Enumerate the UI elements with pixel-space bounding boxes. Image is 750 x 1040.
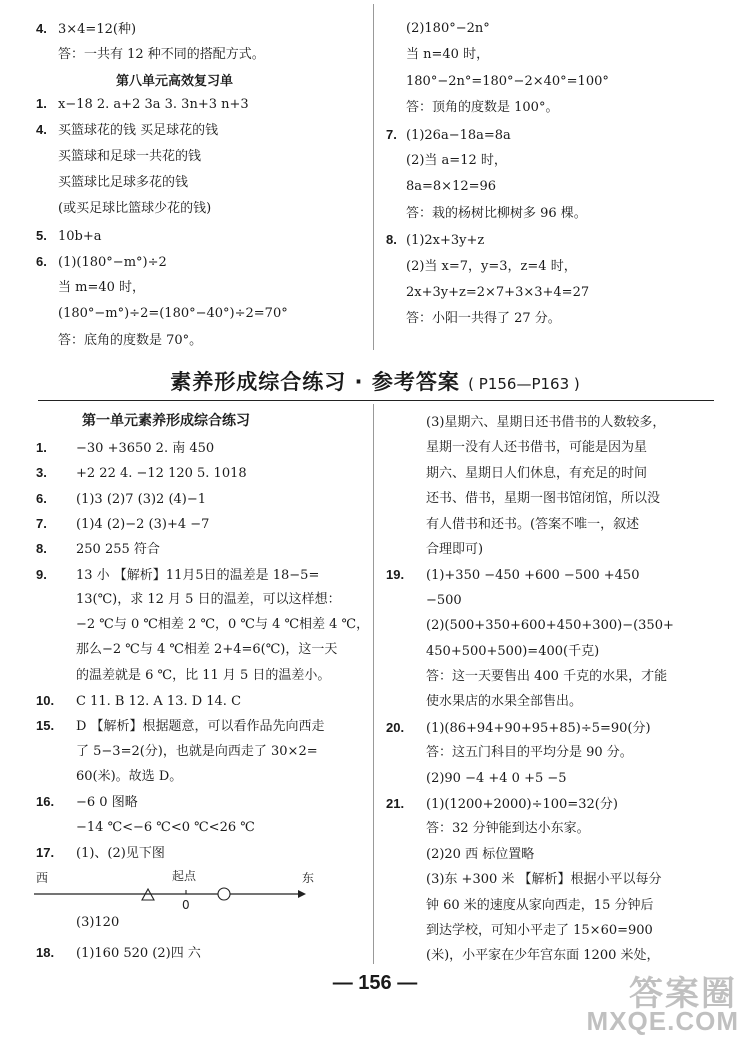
answer-line bbox=[36, 914, 119, 932]
main-title bbox=[0, 366, 750, 396]
answer-line bbox=[36, 692, 241, 711]
answer-text: 3×4=12(种) bbox=[58, 22, 137, 37]
main-title-range: ( P156—P163 ) bbox=[468, 375, 580, 393]
answer-text: 8a=8×12=96 bbox=[406, 179, 497, 195]
column-divider-top bbox=[373, 4, 374, 350]
answer-line bbox=[386, 46, 489, 64]
watermark-line1: 答案圈 bbox=[629, 975, 737, 1013]
answer-text: (米)，小平家在少年宫东面 1200 米处， bbox=[426, 948, 660, 964]
answer-line bbox=[36, 793, 138, 812]
answer-text: (3)120 bbox=[76, 915, 120, 930]
answer-line bbox=[36, 515, 209, 534]
answer-text: 60(米)。故选 D。 bbox=[76, 768, 183, 784]
answer-line bbox=[386, 668, 667, 686]
watermark-logo bbox=[555, 960, 745, 1038]
answer-text: 答：32 分钟能到达小东家。 bbox=[426, 821, 590, 837]
answer-text: 了 5−3=2(分)，也就是向西走了 30×2= bbox=[76, 743, 318, 759]
answer-line bbox=[36, 667, 330, 685]
question-number: 6. bbox=[36, 490, 47, 506]
answer-line bbox=[386, 516, 639, 534]
answer-text: (2)当 x=7，y=3，z=4 时， bbox=[406, 258, 577, 274]
answer-line bbox=[36, 174, 188, 192]
answer-text: 答：一共有 12 种不同的搭配方式。 bbox=[58, 47, 265, 62]
answer-line bbox=[386, 152, 507, 170]
answer-line bbox=[36, 332, 202, 350]
answer-text: (1)(180°−m°)÷2 bbox=[58, 254, 167, 270]
answer-line bbox=[36, 717, 325, 736]
answer-line bbox=[386, 897, 653, 915]
answer-line bbox=[386, 566, 639, 585]
answer-line bbox=[36, 305, 288, 323]
answer-line bbox=[36, 566, 319, 585]
answer-text: 到达学校，可知小平走了 15×60=900 bbox=[426, 923, 653, 938]
answer-text: (3)东 +300 米 【解析】根据小平以每分 bbox=[426, 872, 662, 888]
answer-text: 13 小 【解析】11月5日的温差是 18−5= bbox=[76, 567, 320, 583]
question-number: 1. bbox=[36, 96, 47, 111]
answer-text: 买篮球花的钱 买足球花的钱 bbox=[58, 123, 219, 139]
question-number: 4. bbox=[36, 122, 47, 138]
question-number: 10. bbox=[36, 693, 55, 708]
answer-text: 450+500+500)=400(千克) bbox=[426, 643, 600, 659]
answer-line bbox=[386, 205, 587, 223]
answer-line bbox=[36, 844, 165, 863]
question-number: 15. bbox=[36, 718, 55, 734]
number-line-figure bbox=[30, 868, 330, 912]
answer-text: (2)(500+350+600+450+300)−(350+ bbox=[426, 618, 674, 634]
answer-line bbox=[386, 20, 490, 38]
answer-text: x−18 2. a+2 3a 3. 3n+3 n+3 bbox=[58, 97, 249, 112]
answer-line bbox=[386, 871, 662, 889]
question-number: 8. bbox=[386, 232, 397, 248]
answer-text: 13(℃)，求 12 月 5 日的温差，可以这样想： bbox=[76, 591, 341, 607]
number-line-arrow-icon bbox=[298, 890, 306, 898]
question-number: 3. bbox=[36, 465, 47, 481]
answer-line bbox=[386, 73, 609, 91]
answer-line bbox=[36, 464, 247, 483]
answer-text: (1)4 (2)−2 (3)+4 −7 bbox=[76, 516, 210, 532]
answer-text: +2 22 4. −12 120 5. 1018 bbox=[76, 466, 247, 482]
answer-text: −14 ℃<−6 ℃<0 ℃<26 ℃ bbox=[76, 819, 255, 835]
answer-line bbox=[386, 643, 599, 661]
question-number: 8. bbox=[36, 541, 47, 557]
answer-line bbox=[386, 231, 484, 250]
answer-text: 合理即可) bbox=[426, 542, 484, 557]
answer-text: (180°−m°)÷2=(180°−40°)÷2=70° bbox=[58, 306, 288, 322]
answer-text: 还书、借书，星期一图书馆闭馆，所以没 bbox=[426, 491, 661, 507]
main-title-text: 素养形成综合练习 · 参考答案 bbox=[170, 370, 460, 394]
answer-text: 有人借书和还书。(答案不唯一，叙述 bbox=[426, 516, 640, 532]
answer-text: 当 m=40 时， bbox=[58, 280, 146, 296]
answer-line bbox=[386, 770, 567, 788]
number-line-zero: 0 bbox=[182, 898, 190, 912]
watermark-line2: MXQE.COM bbox=[586, 1006, 739, 1036]
unit8-title: 第八单元高效复习单 bbox=[116, 74, 234, 89]
question-number: 19. bbox=[386, 567, 405, 583]
answer-line bbox=[36, 591, 341, 609]
answer-text: (2)180°−2n° bbox=[406, 21, 490, 36]
answer-text: 250 255 符合 bbox=[76, 542, 160, 558]
answer-text: 期六、星期日人们休息，有充足的时间 bbox=[426, 465, 648, 481]
answer-text: 星期一没有人还书借书，可能是因为星 bbox=[426, 440, 648, 456]
answer-line bbox=[36, 200, 211, 218]
answer-line bbox=[386, 465, 647, 483]
answer-line bbox=[386, 126, 511, 145]
answer-text: 钟 60 米的速度从家向西走，15 分钟后 bbox=[426, 897, 654, 913]
answer-text: 答：这一天要售出 400 千克的水果，才能 bbox=[426, 669, 668, 684]
answer-line bbox=[386, 541, 483, 559]
answer-line bbox=[36, 490, 206, 509]
answer-text: 买篮球和足球一共花的钱 bbox=[58, 148, 202, 164]
answer-text: −30 +3650 2. 南 450 bbox=[76, 441, 215, 456]
answer-line bbox=[36, 279, 145, 297]
answer-text: 当 n=40 时， bbox=[406, 47, 490, 63]
answer-line bbox=[386, 178, 496, 196]
answer-line bbox=[36, 944, 201, 963]
answer-line bbox=[36, 439, 214, 458]
answer-line bbox=[386, 310, 561, 328]
answer-text: 买篮球比足球多花的钱 bbox=[58, 174, 189, 190]
answer-line bbox=[36, 20, 136, 39]
answer-line bbox=[36, 121, 218, 140]
answer-line bbox=[386, 617, 674, 635]
answer-text: (或买足球比篮球少花的钱) bbox=[58, 201, 212, 217]
answer-line bbox=[386, 795, 618, 814]
answer-text: 答：底角的度数是 70°。 bbox=[58, 332, 203, 348]
answer-text: (2)90 −4 +4 0 +5 −5 bbox=[426, 770, 567, 786]
title-rule bbox=[38, 400, 714, 401]
answer-line bbox=[386, 284, 589, 302]
question-number: 21. bbox=[386, 796, 405, 811]
column-divider bbox=[373, 404, 374, 964]
question-number: 16. bbox=[36, 794, 55, 810]
answer-line bbox=[386, 846, 534, 864]
question-number: 4. bbox=[36, 21, 47, 36]
answer-text: 答：这五门科目的平均分是 90 分。 bbox=[426, 745, 633, 761]
answer-line bbox=[36, 540, 160, 559]
answer-text: D 【解析】根据题意，可以看作品先向西走 bbox=[76, 719, 325, 735]
answer-text: C 11. B 12. A 13. D 14. C bbox=[76, 694, 242, 709]
answer-line bbox=[36, 253, 167, 272]
unit1-title: 第一单元素养形成综合练习 bbox=[82, 413, 250, 429]
answer-text: 10b+a bbox=[58, 228, 102, 244]
answer-line bbox=[36, 227, 102, 246]
answer-text: (2)20 西 标位置略 bbox=[426, 846, 535, 862]
question-number: 20. bbox=[386, 719, 405, 735]
number-line-east-label: 东 bbox=[302, 871, 315, 885]
question-number: 5. bbox=[36, 227, 47, 243]
page-number: — 156 — bbox=[332, 972, 418, 994]
answer-line bbox=[386, 693, 582, 711]
answer-text: (2)当 a=12 时， bbox=[406, 153, 507, 168]
answer-line bbox=[36, 46, 265, 64]
east-marker-circle-icon bbox=[218, 888, 230, 900]
answer-line bbox=[386, 258, 577, 276]
answer-line bbox=[36, 641, 337, 659]
answer-text: (1)、(2)见下图 bbox=[76, 845, 165, 861]
answer-text: (3)星期六、星期日还书借书的人数较多， bbox=[426, 415, 666, 430]
answer-text: (1)(1200+2000)÷100=32(分) bbox=[426, 797, 618, 812]
answer-text: 使水果店的水果全部售出。 bbox=[426, 694, 583, 710]
answer-text: (1)+350 −450 +600 −500 +450 bbox=[426, 568, 640, 584]
question-number: 7. bbox=[36, 515, 47, 531]
question-number: 18. bbox=[36, 945, 55, 960]
answer-text: 答：小阳一共得了 27 分。 bbox=[406, 311, 561, 327]
answer-line bbox=[36, 616, 369, 634]
answer-line bbox=[386, 922, 653, 940]
answer-text: 那么−2 ℃与 4 ℃相差 2+4=6(℃)，这一天 bbox=[76, 642, 338, 658]
answer-line bbox=[36, 95, 249, 114]
answer-line bbox=[386, 820, 590, 838]
question-number: 17. bbox=[36, 844, 55, 860]
answer-text: −2 ℃与 0 ℃相差 2 ℃，0 ℃与 4 ℃相差 4 ℃， bbox=[76, 617, 370, 633]
question-number: 7. bbox=[386, 126, 397, 142]
answer-line bbox=[386, 439, 647, 457]
answer-text: (1)(86+94+90+95+85)÷5=90(分) bbox=[426, 720, 651, 736]
answer-line bbox=[36, 148, 201, 166]
answer-text: (1)3 (2)7 (3)2 (4)−1 bbox=[76, 491, 207, 507]
answer-text: 的温差就是 6 ℃，比 11 月 5 日的温差小。 bbox=[76, 667, 331, 683]
answer-line bbox=[36, 768, 182, 786]
answer-line bbox=[386, 414, 665, 432]
answer-text: 2x+3y+z=2×7+3×3+4=27 bbox=[406, 285, 590, 300]
answer-text: −500 bbox=[426, 592, 462, 608]
answer-line bbox=[386, 592, 462, 610]
answer-text: −6 0 图略 bbox=[76, 795, 138, 811]
answer-text: (1)26a−18a=8a bbox=[406, 127, 511, 143]
answer-text: 答：顶角的度数是 100°。 bbox=[406, 100, 559, 116]
question-number: 6. bbox=[36, 253, 47, 269]
answer-text: (1)160 520 (2)四 六 bbox=[76, 946, 201, 961]
answer-text: (1)2x+3y+z bbox=[406, 233, 485, 249]
question-number: 9. bbox=[36, 566, 47, 582]
answer-line bbox=[36, 743, 318, 761]
answer-line bbox=[386, 719, 651, 738]
number-line-start-label: 起点 bbox=[172, 869, 197, 883]
answer-line bbox=[386, 99, 558, 117]
answer-line bbox=[36, 819, 255, 837]
answer-line bbox=[386, 490, 660, 508]
answer-text: 答：栽的杨树比柳树多 96 棵。 bbox=[406, 205, 587, 221]
answer-text: 180°−2n°=180°−2×40°=100° bbox=[406, 73, 609, 89]
number-line-west-label: 西 bbox=[36, 871, 49, 885]
question-number: 1. bbox=[36, 440, 47, 455]
answer-line bbox=[386, 744, 633, 762]
